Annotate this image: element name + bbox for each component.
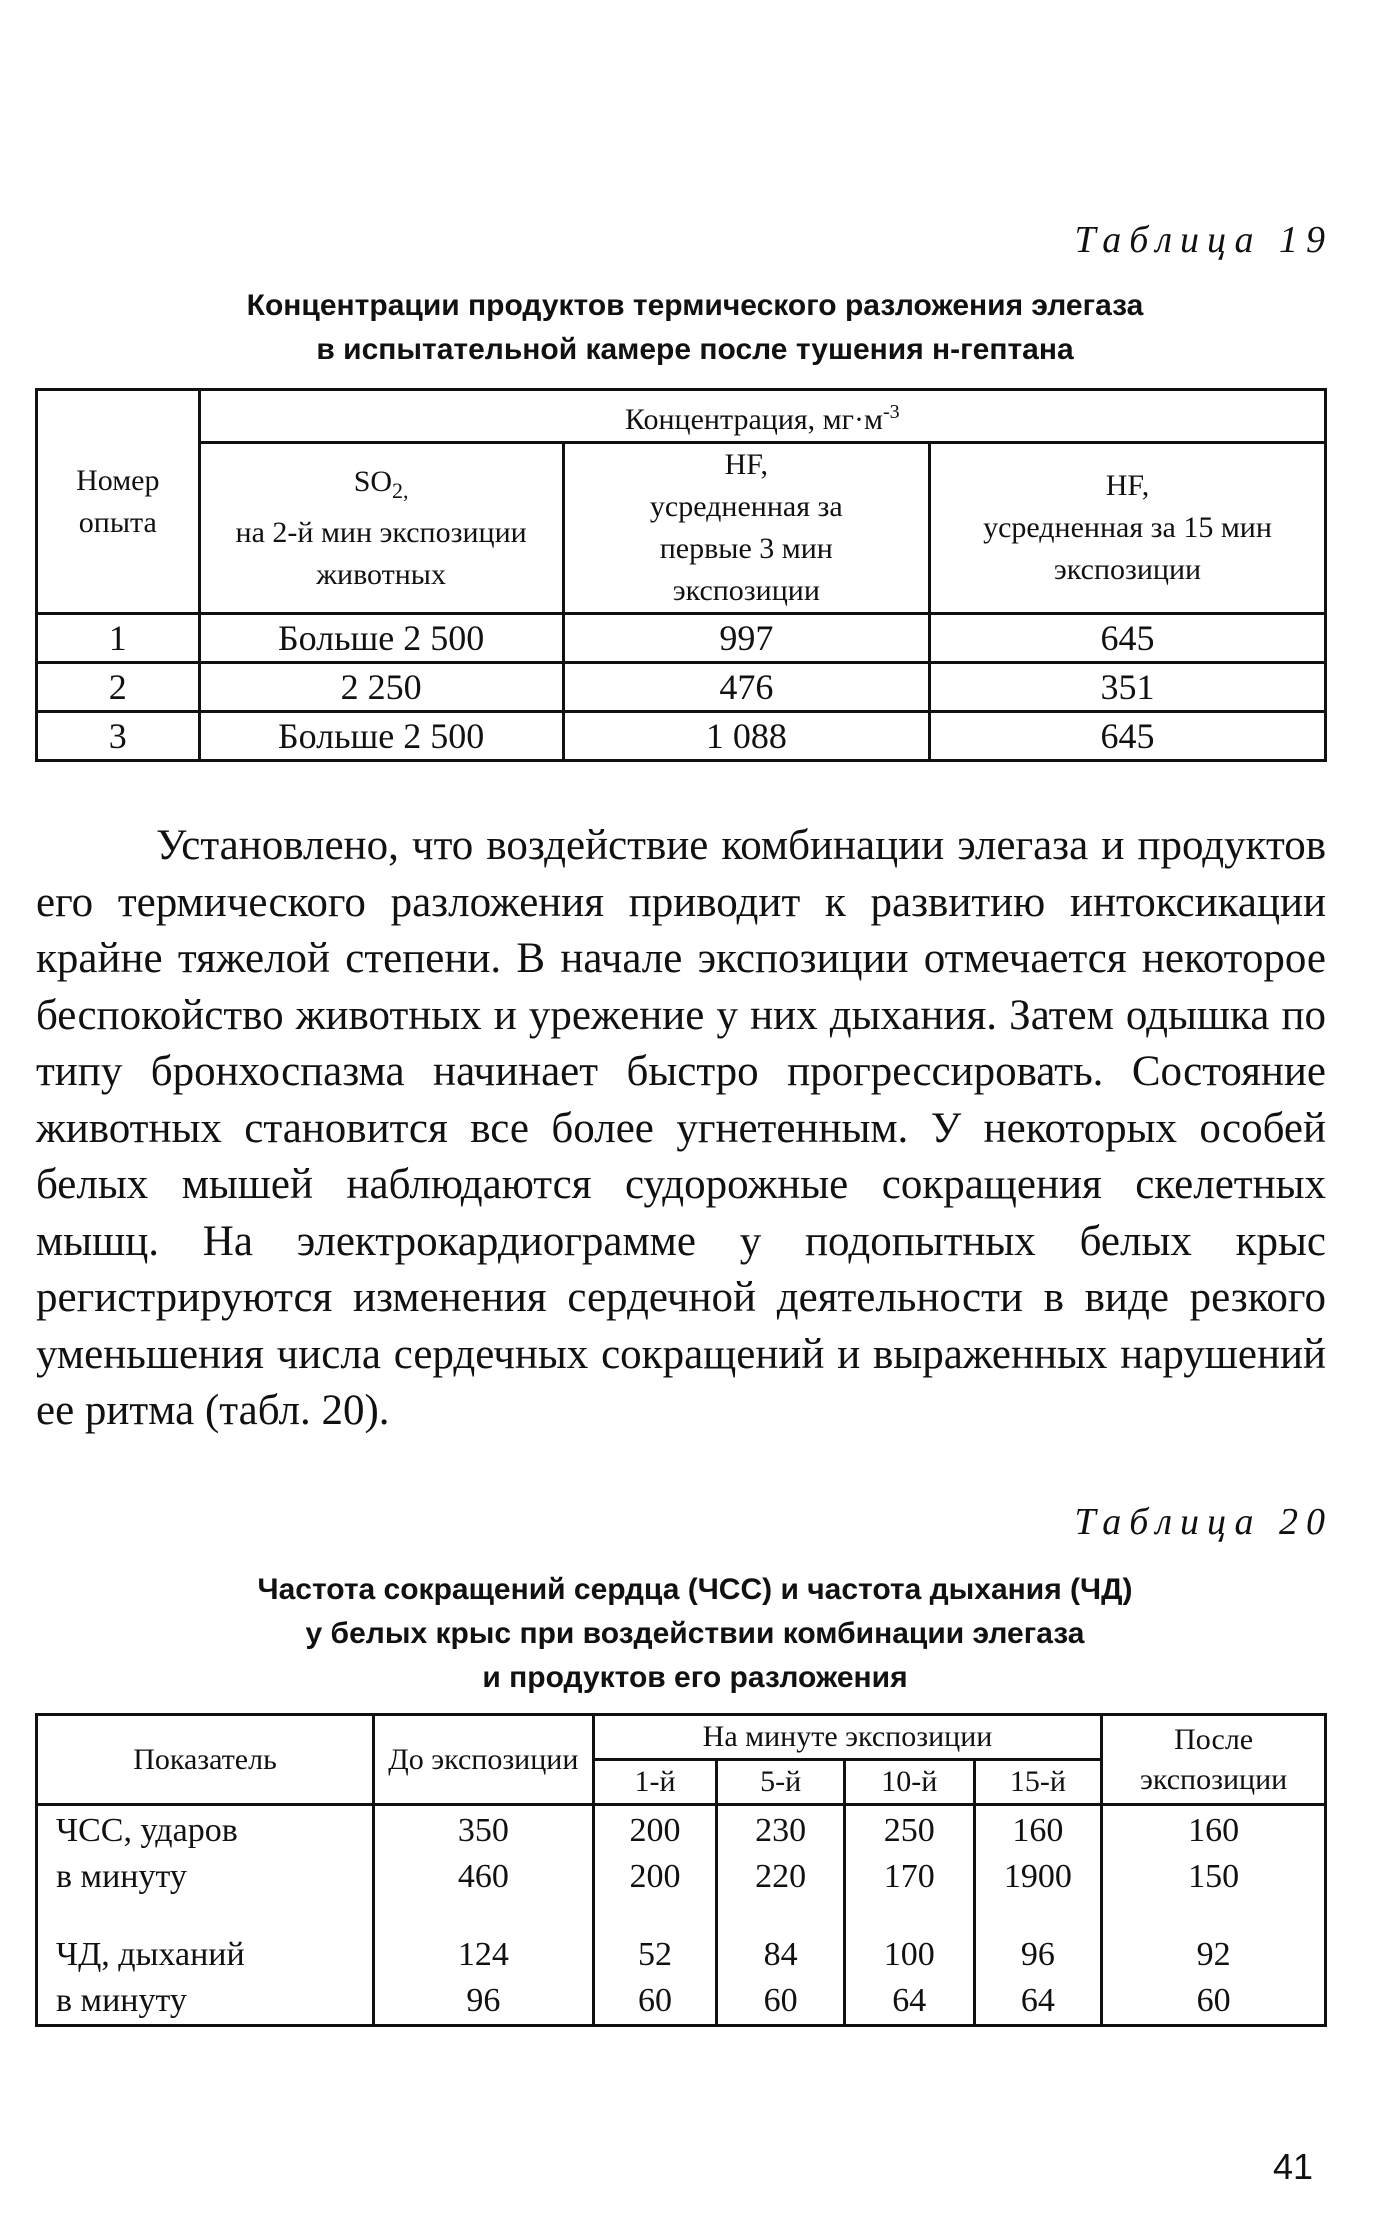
header-min-15: 15-й: [974, 1760, 1102, 1805]
table-row: ЧСС, ударов в минуту 350 460 200 200 230 220 250 170 160 1900 160 150: [37, 1805, 1326, 1931]
table-20-caption-line: у белых крыс при воздействии комбинации элегаза: [305, 1617, 1085, 1650]
table-20-label: Таблица 20: [1074, 1501, 1333, 1543]
table-row: 1 Больше 2 500 997 645: [37, 614, 1326, 663]
header-after: После экспозиции: [1102, 1715, 1326, 1805]
header-so2: $SO_{2,}$ на 2-й мин экспозиции животных: [199, 443, 563, 614]
header-experiment-number: Номер опыта: [37, 390, 200, 614]
header-during: На минуте экспозиции: [593, 1715, 1102, 1760]
table-19-caption: [40, 284, 1350, 372]
header-min-10: 10-й: [844, 1760, 974, 1805]
table-20-caption: [40, 1568, 1350, 1700]
table-row: ЧД, дыханий в минуту 124 96 52 60 84 60 100 64 96 64 92 60: [37, 1930, 1326, 2026]
header-min-5: 5-й: [717, 1760, 845, 1805]
table-19-label: Таблица 19: [1074, 219, 1333, 261]
header-concentration: Концентрация, $мг\cdot м^{-3}$: [199, 390, 1325, 443]
table-19-caption-line: в испытательной камере после тушения н-гептана: [316, 333, 1074, 366]
header-hf-3min: HF, усредненная за первые 3 мин экспозиции: [563, 443, 929, 614]
table-19-caption-line: Концентрации продуктов термического разложения элегаза: [246, 289, 1144, 322]
table-20-caption-line: Частота сокращений сердца (ЧСС) и частота дыхания (ЧД): [257, 1573, 1133, 1606]
table-19: [35, 388, 1327, 762]
header-before: До экспозиции: [373, 1715, 593, 1805]
header-hf-15min: HF, усредненная за 15 мин экспозиции: [930, 443, 1326, 614]
header-min-1: 1-й: [593, 1760, 717, 1805]
table-20-caption-line: и продуктов его разложения: [482, 1661, 908, 1694]
table-20: [35, 1713, 1327, 2027]
page-number: 41: [1272, 2146, 1313, 2187]
table-row: 3 Больше 2 500 1 088 645: [37, 712, 1326, 761]
table-row: 2 2 250 476 351: [37, 663, 1326, 712]
body-paragraph: Установлено, что воздействие комбинации элегаза и продуктов его термического разложения приводит к развитию интоксикации крайне тяжелой степени. В начале экспозиции отмечается некоторое беспокойство животных и урежение у них дыхания. Затем одышка по типу бронхоспазма начинает быстро прогрессировать. Состояние животных становится все более угнетенным. У некоторых особей белых мышей наблюдаются судорожные сокращения скелетных мышц. На электрокардиограмме у подопытных белых крыс регистрируются изменения сердечной деятельности в виде резкого уменьшения числа сердечных сокращений и выраженных нарушений ее ритма (табл. 20).: [36, 822, 1326, 1434]
header-indicator: Показатель: [37, 1715, 374, 1805]
